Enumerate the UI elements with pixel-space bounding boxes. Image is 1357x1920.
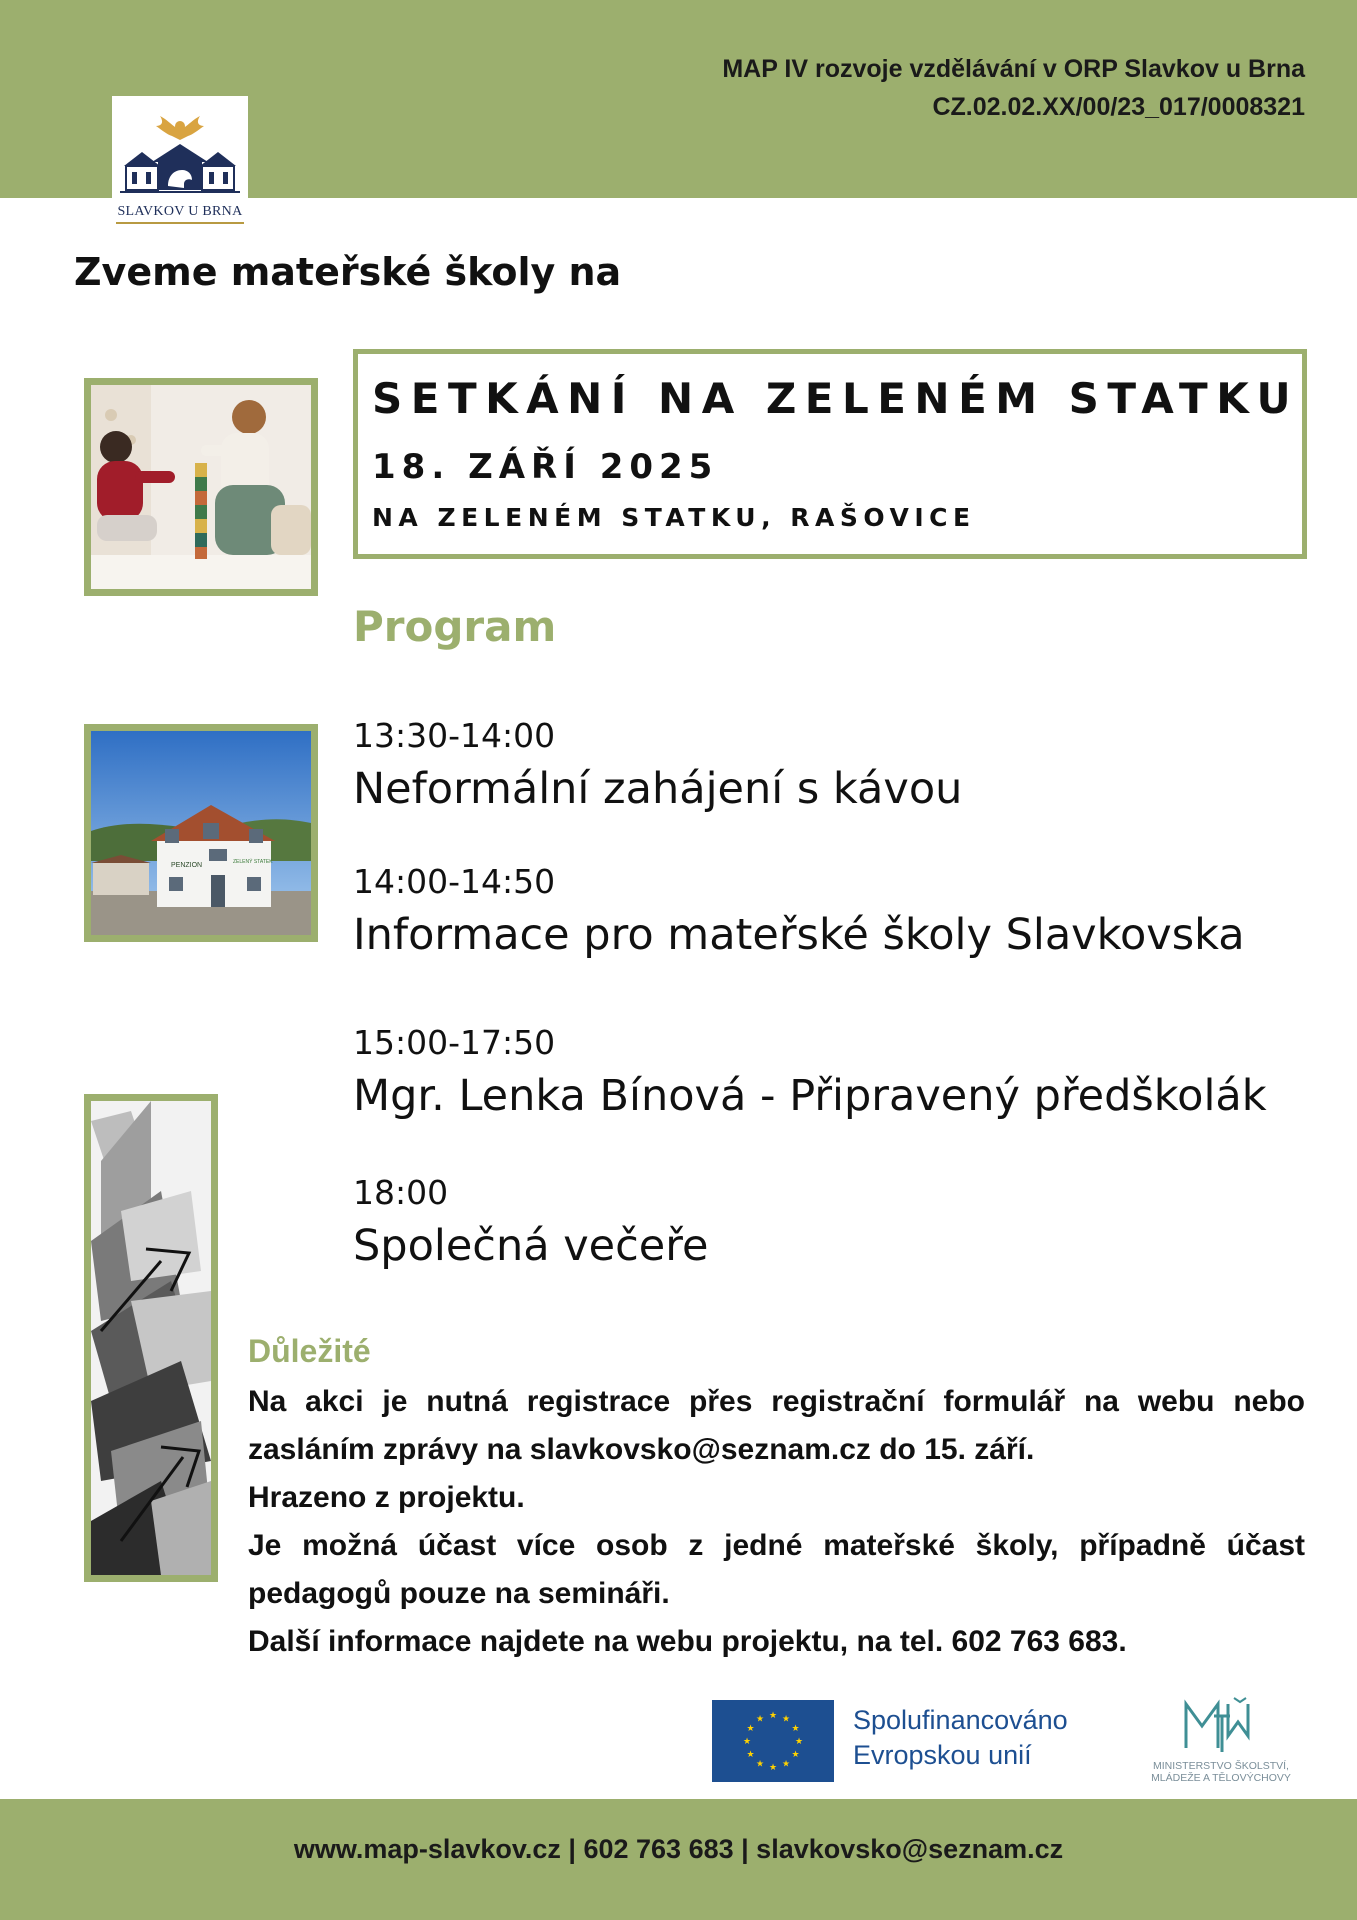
eu-star-icon: ★ <box>781 1759 791 1770</box>
invite-text: Zveme mateřské školy na <box>74 250 622 294</box>
event-title-box <box>353 349 1307 559</box>
program-title-2: Informace pro mateřské školy Slavkovska <box>353 910 1245 960</box>
arrows-icon <box>91 1101 211 1575</box>
footer-contacts: www.map-slavkov.cz | 602 763 683 | slavkovsko@seznam.cz <box>293 1834 1064 1864</box>
program-title-1: Neformální zahájení s kávou <box>353 764 963 814</box>
eu-line-1: Spolufinancováno <box>853 1705 1068 1735</box>
important-line: Hrazeno z projektu. <box>248 1481 525 1514</box>
program-time-2: 14:00-14:50 <box>353 862 556 901</box>
eu-star-icon: ★ <box>791 1724 800 1734</box>
eu-star-icon: ★ <box>746 1724 755 1734</box>
program-heading: Program <box>353 602 557 651</box>
important-line: pedagogů pouze na semináři. <box>248 1577 670 1610</box>
msmt-logo <box>1133 1696 1309 1784</box>
arrows-graphic <box>84 1094 218 1582</box>
important-line: Je možná účast více osob z jedné mateřské školy, případně účast <box>248 1529 1305 1562</box>
msmt-line-1: MINISTERSTVO ŠKOLSTVÍ, <box>1153 1760 1289 1772</box>
eu-star-icon: ★ <box>794 1737 804 1747</box>
logo-rule <box>116 222 244 224</box>
project-info <box>722 50 1305 126</box>
building-sign-left: PENZION <box>171 862 203 869</box>
building-sign-right: ZELENÝ STATEK <box>233 859 273 865</box>
eu-star-icon: ★ <box>781 1714 791 1725</box>
event-date: 18. ZÁŘÍ 2025 <box>372 447 719 487</box>
program-title-4: Společná večeře <box>353 1221 709 1271</box>
eu-star-icon: ★ <box>768 1763 778 1773</box>
eu-star-icon: ★ <box>791 1750 800 1760</box>
important-body <box>248 1378 1305 1666</box>
eu-star-icon: ★ <box>755 1759 765 1770</box>
children-photo <box>84 378 318 596</box>
project-code: CZ.02.02.XX/00/23_017/0008321 <box>932 93 1305 121</box>
important-heading: Důležité <box>248 1333 371 1369</box>
important-line: Další informace najdete na webu projektu, na tel. 602 763 683. <box>248 1625 1127 1658</box>
eu-star-icon: ★ <box>746 1750 755 1760</box>
event-title: SETKÁNÍ NA ZELENÉM STATKU <box>372 374 1300 423</box>
logo-text: SLAVKOV U BRNA <box>117 204 243 219</box>
eu-flag-icon <box>712 1700 834 1782</box>
eu-flag <box>712 1700 834 1786</box>
program-time-3: 15:00-17:50 <box>353 1023 556 1062</box>
program-title-3: Mgr. Lenka Bínová - Připravený předškolák <box>353 1071 1267 1121</box>
important-line: Na akci je nutná registrace přes registrační formulář na webu nebo <box>248 1385 1305 1418</box>
program-time-4: 18:00 <box>353 1173 449 1212</box>
eu-star-icon: ★ <box>742 1737 752 1747</box>
program-time-1: 13:30-14:00 <box>353 716 556 755</box>
eu-star-icon: ★ <box>768 1711 778 1721</box>
eu-star-icon: ★ <box>755 1714 765 1725</box>
project-name: MAP IV rozvoje vzdělávání v ORP Slavkov u Brna <box>722 55 1305 83</box>
eu-line-2: Evropskou unií <box>853 1740 1032 1770</box>
msmt-line-2: MLÁDEŽE A TĚLOVÝCHOVY <box>1151 1772 1291 1784</box>
slavkov-crest-icon <box>112 96 248 202</box>
slavkov-logo <box>112 96 248 226</box>
event-venue: NA ZELENÉM STATKU, RAŠOVICE <box>372 503 976 532</box>
important-line: zasláním zprávy na slavkovsko@seznam.cz do 15. září. <box>248 1433 1035 1466</box>
eu-cofinanced-text <box>853 1703 1068 1773</box>
msmt-icon <box>1176 1696 1266 1756</box>
statek-photo <box>84 724 318 942</box>
